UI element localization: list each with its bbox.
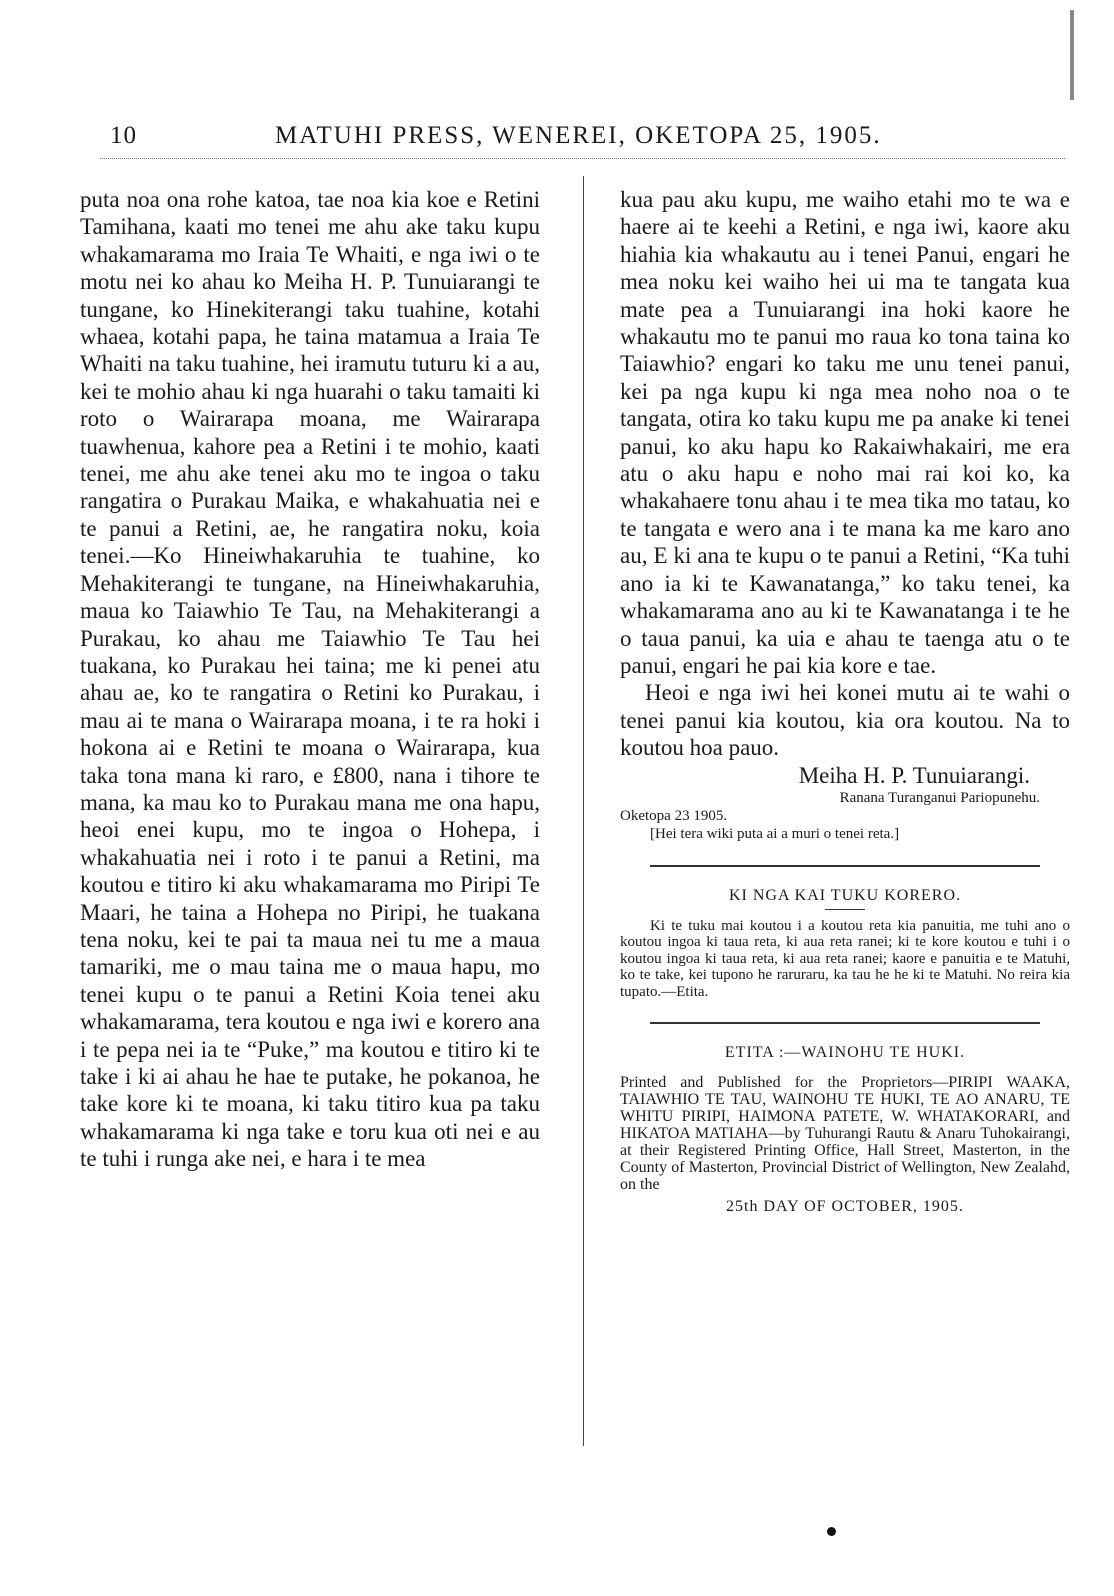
left-column-text: puta noa ona rohe katoa, tae noa kia koe e Retini Tamihana, kaati mo tenei me ahu ake taku kupu whakamarama mo Iraia Te Whaiti, e nga iwi o te motu nei ko ahau ko Meiha H. P. Tunuiarangi te tungane, ko Hinekiterangi taku tuahine, kotahi whaea, kotahi papa, he taina matamua a Iraia Te Whaiti na taku tuahine, hei iramutu tuturu ki a au, kei te mohio ahau ki nga huarahi o taku tamaiti ki roto o Wairarapa moana, me Wairarapa tuawhenua, kahore pea a Retini i te mohio, kaati tenei, me ahu ake tenei aku mo te ingoa o taku rangatira o Purakau Maika, e whakahuatia nei e te panui a Retini, ae, he rangatira noku, koia tenei.—Ko Hineiwhakaruhia te tuahine, ko Mehakiterangi te tungane, na Hineiwhakaruhia, maua ko Taiawhio Te Tau, na Mehakiterangi a Purakau, ko ahau me Taiawhio Te Tau hei tuakana, ko Purakau hei taina; me ki penei atu ahau ae, ko te rangatira o Retini ko Purakau, i mau ai te mana o Wairarapa moana, i te ra hoki i hokona ai e Retini te moana o Wairarapa, kua taka tona mana ki raro, e £800, nana i tihore te mana, ka mau ko to Purakau mana me ona hapu, heoi enei kupu, mo te ingoa o Hohepa, i whakahuatia nei i roto i te panui a Retini, ma koutou e titiro ki aku whakamarama mo Piripi Te Maari, he taina a Hohepa no Piripi, he tuakana tena noku, kei te pai ta maua nei tu me a maua tamariki, me o mau taina me o maua hapu, mo tenei kupu o te panui a Retini Koia tenei aku whakamarama, tera koutou e nga iwi e korero ana i te pepa nei ia te “Puke,” ma koutou e titiro ki te take i ki ai ahau he hae te putake, he pokanoa, he take kore ki te moana, ki taku titiro kua pa taku whakamarama ki nga take e toru kua oti nei e au te tuhi i runga ake nei, e hara i te mea	[80, 187, 540, 1172]
letter-date: Oketopa 23 1905.	[620, 807, 728, 824]
signature: Meiha H. P. Tunuiarangi.	[798, 762, 1030, 788]
right-column-text: kua pau aku kupu, me waiho etahi mo te wa e haere ai te keehi a Retini, e nga iwi, kaore aku hiahia kia whakautu au i tenei Panui, engari he mea noku kei waiho hei ui ma te tangata kua mate pea a Tunuiarangi ina hoki kaore he whakautu mo te panui mo raua ko tona taina ko Taiawhio? engari ko taku me unu tenei panui, kei pa nga kupu ki nga mea noho noa o te tangata, otira ko taku kupu me pa anake ki tenei panui, ko aku hapu ko Rakaiwhakairi, me era atu o aku hapu e noho mai rai koi ko, ka whakahaere tonu ahau i te mea tika mo tatau, ko te tangata e wero ana i te mana ka me karo ano au, E ki ana te kupu o te panui a Retini, “Ka tuhi ano ia ki te Kawanatanga,” ko taku tenei, ka whakamarama ano au ki te Kawanatanga i te he o taua panui, ka uia e ahau te taenga atu o te panui, engari he pai kia kore e tae.	[620, 187, 1070, 678]
masthead-title: MATUHI PRESS, WENEREI, OKETOPA 25, 1905.	[275, 122, 882, 149]
ink-dot	[827, 1527, 836, 1536]
page-header	[100, 118, 1060, 158]
column-divider	[583, 176, 584, 1446]
continuation-note: [Hei tera wiki puta ai a muri o tenei reta.]	[650, 825, 900, 842]
page-number: 10	[110, 122, 137, 149]
page-edge-mark	[1070, 10, 1074, 100]
imprint-text: Printed and Published for the Proprietors—PIRIPI WAAKA, TAIAWHIO TE TAU, WAINOHU TE HUKI, TE AO ANARU, TE WHITU PIRIPI, HAIMONA PATETE, W. WHATAKORARI, and HIKATOA MATIAHA—by Tuhurangi Rautu & Anaru Tuhokairangi, at their Registered Printing Office, Hall Street, Masterton, in the County of Masterton, Provincial District of Wellington, New Zealahd, on the	[620, 1074, 1070, 1194]
notice-section	[620, 885, 1070, 1001]
section-rule-2	[650, 1022, 1040, 1024]
notice-title: KI NGA KAI TUKU KORERO.	[728, 886, 962, 904]
header-rule	[100, 158, 1065, 160]
editor-title: ETITA :—WAINOHU TE HUKI.	[724, 1044, 966, 1062]
right-column	[620, 186, 1070, 1221]
notice-title-underline	[825, 909, 865, 910]
closing-paragraph: Heoi e nga iwi hei konei mutu ai te wahi o tenei panui kia koutou, kia ora koutou. Na to koutou hoa pauo.	[620, 680, 1070, 761]
editor-section	[620, 1042, 1070, 1220]
notice-text: Ki te tuku mai koutou i a koutou reta kia panuitia, me tuhi ano o koutou ingoa ki taua reta, ki aua reta ranei; ki te kore koutou e tuhi i o koutou ingoa ki taua reta, ki aua reta ranei; kaore e panuitia e te Matuhi, ko te take, kei tupono he raruraru, ka tau he he ki te Matuhi. No reira kia tupato.—Etita.	[620, 917, 1070, 1000]
left-column	[80, 186, 540, 1173]
imprint-date: 25th DAY OF OCTOBER, 1905.	[726, 1198, 964, 1216]
section-rule	[650, 865, 1040, 867]
signature-location: Ranana Turanganui Pariopunehu.	[839, 789, 1040, 806]
